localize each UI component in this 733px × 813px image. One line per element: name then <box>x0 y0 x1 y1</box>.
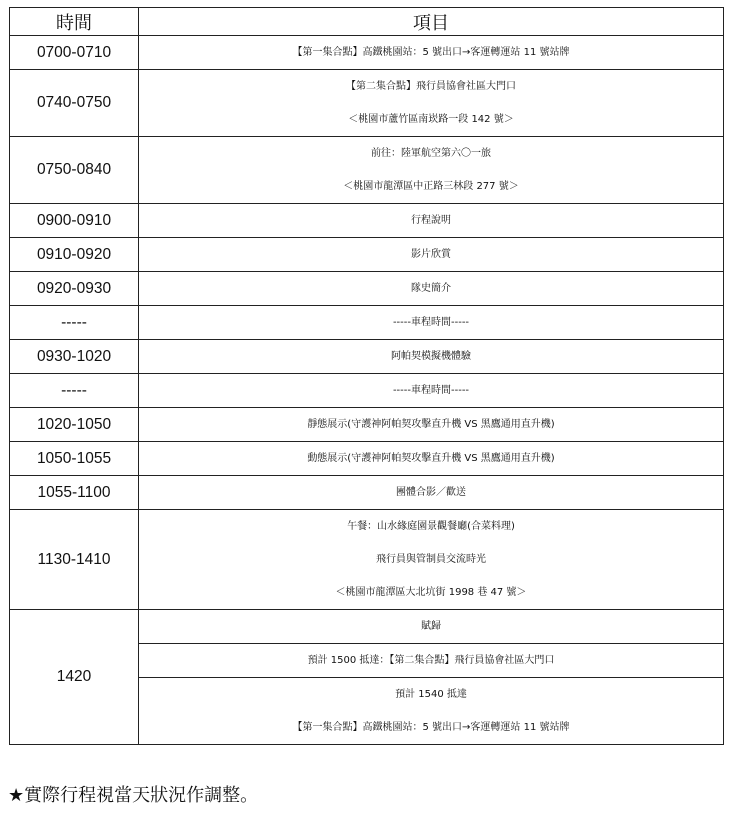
table-row <box>10 70 724 137</box>
table-row <box>10 408 724 442</box>
table-row <box>10 610 724 644</box>
item-line: 影片欣賞 <box>411 249 451 260</box>
table-row <box>10 272 724 306</box>
table-row <box>10 238 724 272</box>
time-cell: 1050-1055 <box>10 442 139 476</box>
time-cell: 1020-1050 <box>10 408 139 442</box>
item-cell <box>139 306 724 340</box>
table-header-row <box>10 8 724 36</box>
item-line: 靜態展示(守護神阿帕契攻擊直升機 VS 黑鷹通用直升機) <box>307 419 555 430</box>
item-cell <box>139 610 724 644</box>
item-cell <box>139 678 724 745</box>
time-cell: 0900-0910 <box>10 204 139 238</box>
time-cell: ----- <box>10 374 139 408</box>
item-cell <box>139 510 724 610</box>
item-cell <box>139 476 724 510</box>
item-cell <box>139 204 724 238</box>
table-row <box>10 204 724 238</box>
item-cell <box>139 137 724 204</box>
table-row <box>10 510 724 610</box>
time-cell: ----- <box>10 306 139 340</box>
time-cell: 1130-1410 <box>10 510 139 610</box>
item-cell <box>139 340 724 374</box>
item-line: ＜桃園市龍潭區大北坑街 1998 巷 47 號＞ <box>335 587 527 598</box>
time-cell: 0740-0750 <box>10 70 139 137</box>
item-line: 預計 1540 抵達 <box>395 689 467 700</box>
item-cell <box>139 272 724 306</box>
time-cell: 1420 <box>10 610 139 745</box>
item-line: 預計 1500 抵達：【第二集合點】飛行員協會社區大門口 <box>307 655 555 666</box>
itinerary-table <box>9 7 724 745</box>
table-row <box>10 137 724 204</box>
item-line: 【第二集合點】飛行員協會社區大門口 <box>346 81 516 92</box>
item-cell <box>139 374 724 408</box>
item-line: 團體合影／歡送 <box>396 487 466 498</box>
header-time: 時間 <box>10 8 139 36</box>
item-cell <box>139 442 724 476</box>
table-row <box>10 476 724 510</box>
table-row <box>10 340 724 374</box>
footnote: ★實際行程視當天狀況作調整。 <box>8 785 259 806</box>
item-line: 阿帕契模擬機體驗 <box>391 351 471 362</box>
table-row <box>10 374 724 408</box>
item-line: 前往：陸軍航空第六〇一旅 <box>371 148 491 159</box>
table-row <box>10 36 724 70</box>
item-cell <box>139 70 724 137</box>
item-cell <box>139 36 724 70</box>
time-cell: 0750-0840 <box>10 137 139 204</box>
item-line: -----車程時間----- <box>392 317 470 328</box>
time-cell: 0910-0920 <box>10 238 139 272</box>
item-line: ＜桃園市蘆竹區南崁路一段 142 號＞ <box>348 114 514 125</box>
item-line: 飛行員與管制員交流時光 <box>376 554 486 565</box>
time-cell: 0920-0930 <box>10 272 139 306</box>
item-line: 賦歸 <box>421 621 441 632</box>
item-line: 行程說明 <box>411 215 451 226</box>
header-item: 項目 <box>139 8 724 36</box>
item-line: 【第一集合點】高鐵桃園站：5 號出口→客運轉運站 11 號站牌 <box>292 722 570 733</box>
item-line: 午餐：山水緣庭園景觀餐廳(合菜料理) <box>347 521 515 532</box>
table-row <box>10 306 724 340</box>
time-cell: 0930-1020 <box>10 340 139 374</box>
time-cell: 0700-0710 <box>10 36 139 70</box>
item-cell <box>139 238 724 272</box>
time-cell: 1055-1100 <box>10 476 139 510</box>
table-row <box>10 442 724 476</box>
item-line: 隊史簡介 <box>411 283 451 294</box>
item-line: 【第一集合點】高鐵桃園站：5 號出口→客運轉運站 11 號站牌 <box>292 47 570 58</box>
item-cell <box>139 644 724 678</box>
item-line: ＜桃園市龍潭區中正路三林段 277 號＞ <box>343 181 519 192</box>
item-cell <box>139 408 724 442</box>
item-line: -----車程時間----- <box>392 385 470 396</box>
item-line: 動態展示(守護神阿帕契攻擊直升機 VS 黑鷹通用直升機) <box>307 453 555 464</box>
